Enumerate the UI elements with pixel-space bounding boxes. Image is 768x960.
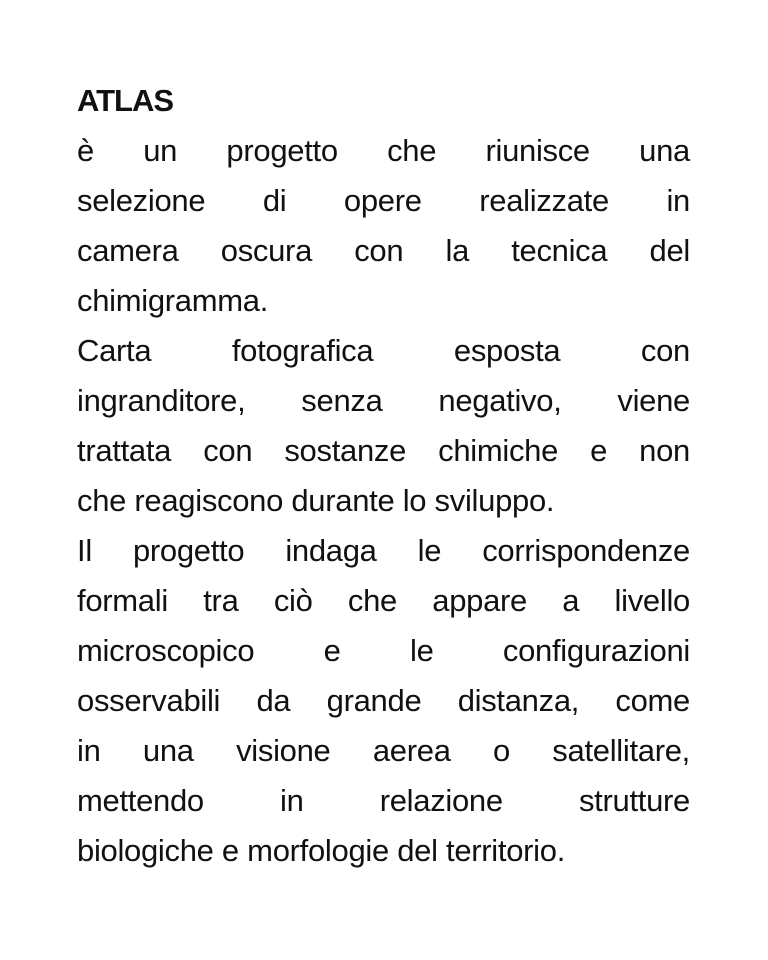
paragraph-line: microscopico e le configurazioni [77, 633, 690, 668]
paragraph-line: chimigramma. [77, 283, 269, 318]
paragraph-line: trattata con sostanze chimiche e non [77, 433, 690, 468]
paragraph-1 [77, 126, 690, 326]
paragraph-3 [77, 526, 690, 876]
title: ATLAS [77, 83, 174, 118]
paragraph-line: selezione di opere realizzate in [77, 183, 690, 218]
paragraph-2 [77, 326, 690, 526]
paragraph-line: Il progetto indaga le corrispondenze [77, 533, 690, 568]
paragraph-line: mettendo in relazione strutture [77, 783, 690, 818]
paragraph-line: Carta fotografica esposta con [77, 333, 690, 368]
paragraph-line: ingranditore, senza negativo, viene [77, 383, 690, 418]
paragraph-line: è un progetto che riunisce una [77, 133, 690, 168]
paragraph-line: biologiche e morfologie del territorio. [77, 833, 566, 868]
paragraph-line: formali tra ciò che appare a livello [77, 583, 690, 618]
paragraph-line: che reagiscono durante lo sviluppo. [77, 483, 555, 518]
paragraph-line: in una visione aerea o satellitare, [77, 733, 690, 768]
text-block [77, 76, 690, 876]
paragraph-line: camera oscura con la tecnica del [77, 233, 690, 268]
paragraph-line: osservabili da grande distanza, come [77, 683, 690, 718]
